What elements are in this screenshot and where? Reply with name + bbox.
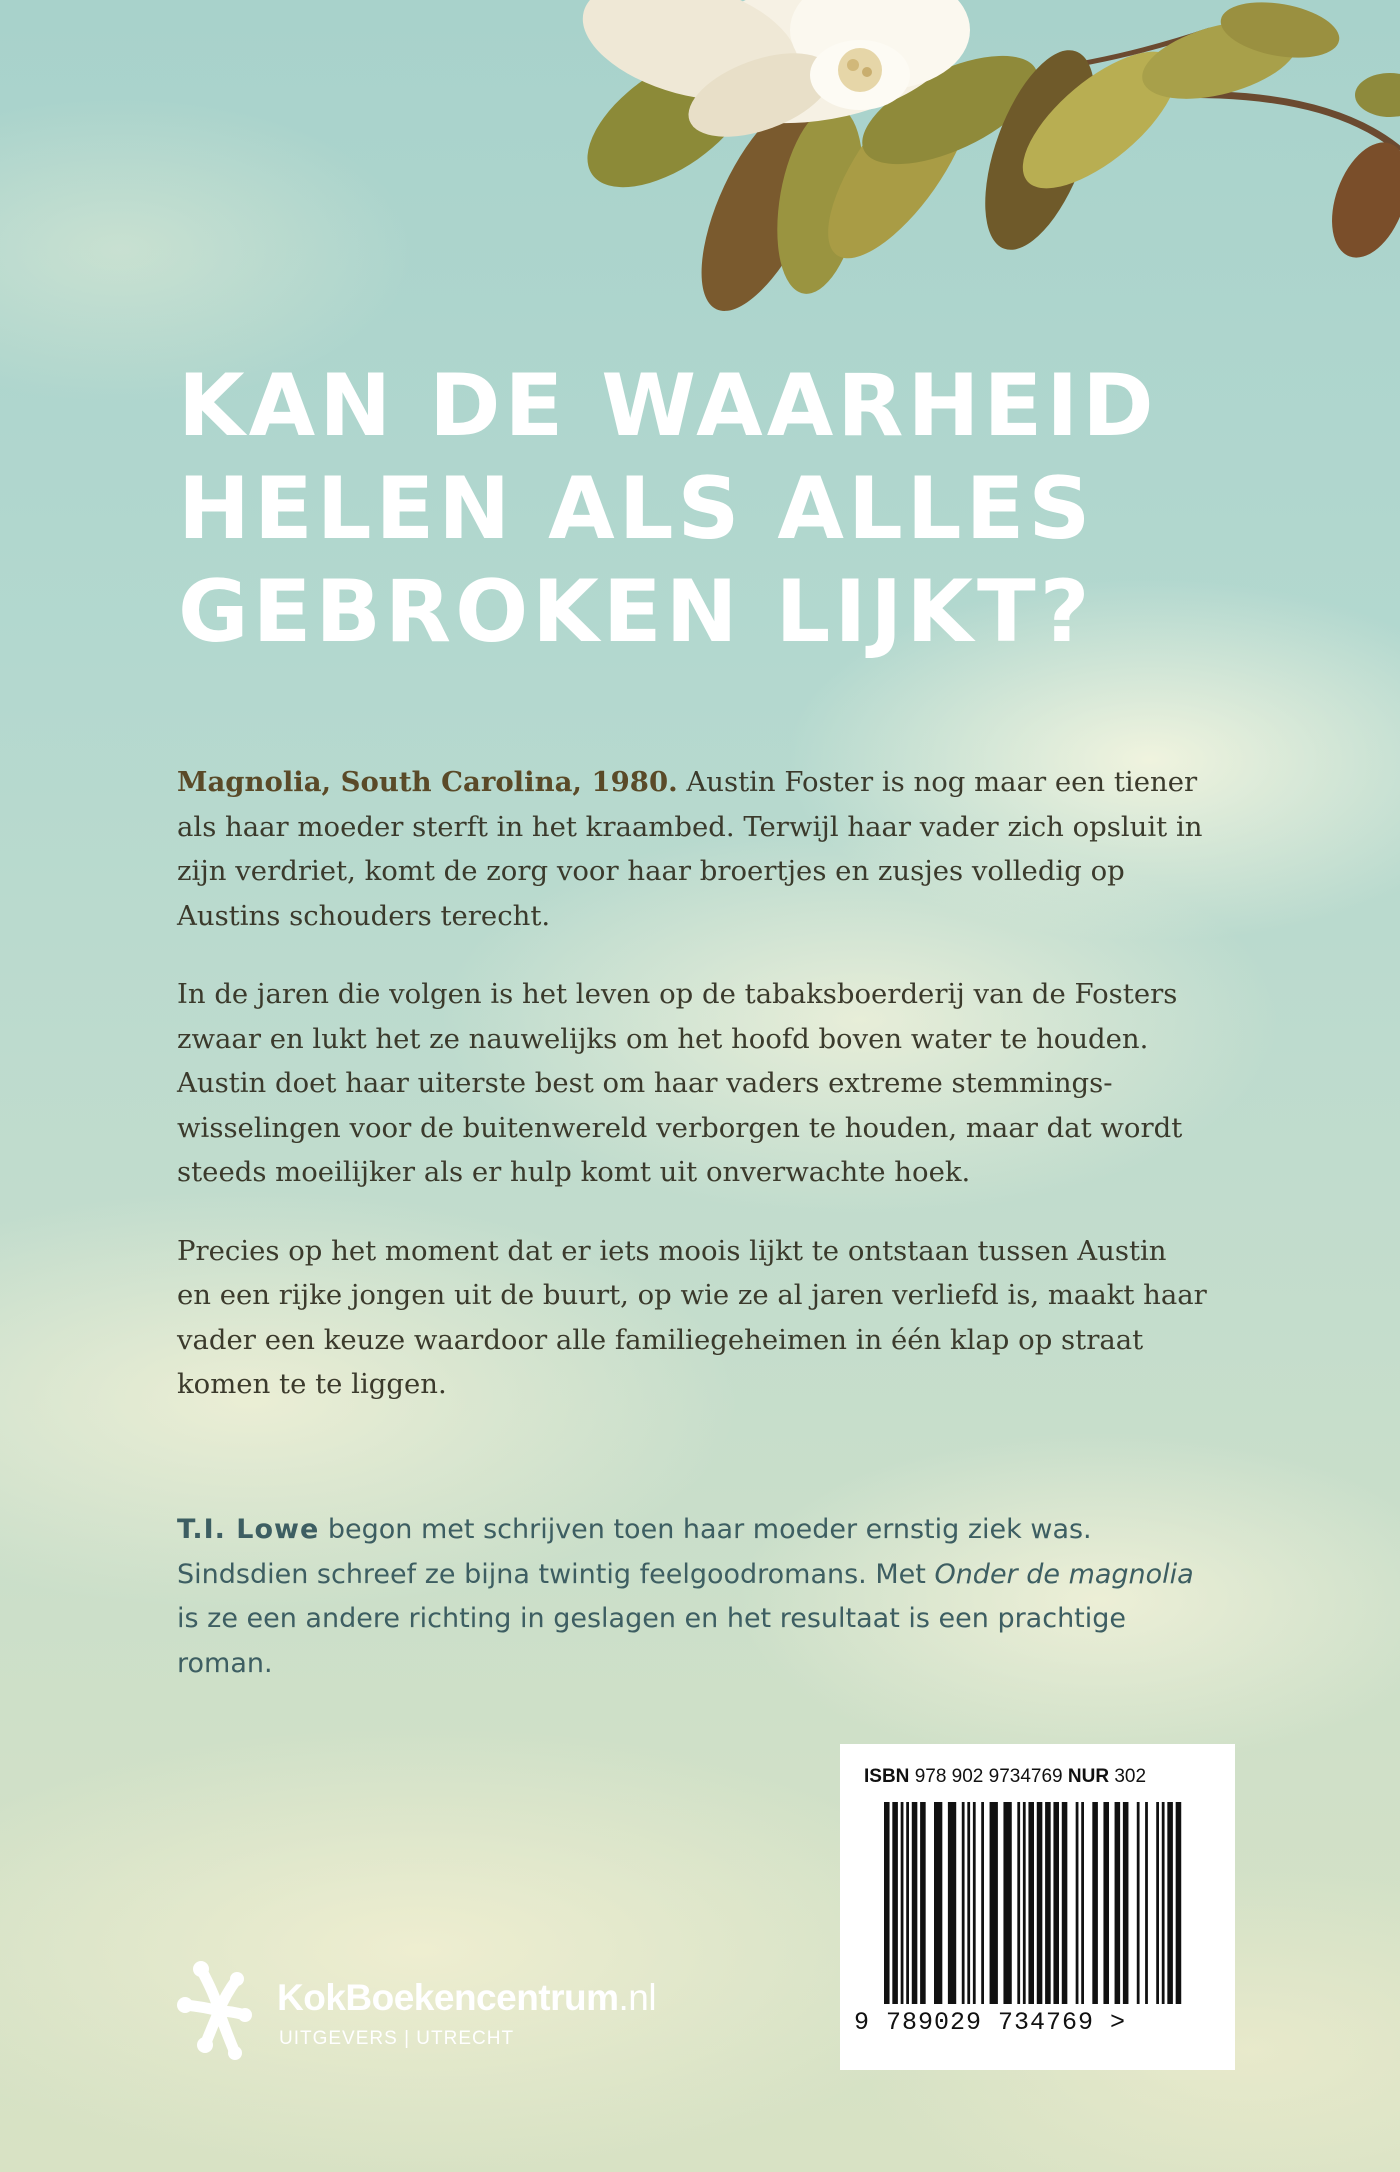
magnolia-branch-illustration: [520, 0, 1400, 330]
blurb-paragraph-2: In de jaren die volgen is het leven op de tabaksboerderij van de Fosters zwaar en lukt het ze nauwelijks om het hoofd boven water te houden. Austin doet haar uiterste best om haar vaders extreme stemmings-wisselingen voor de buitenwereld verborgen te houden, maar dat wordt steeds moeilijker als er hulp komt uit onverwachte hoek.: [177, 978, 1183, 1188]
barcode-box: [840, 1744, 1235, 2070]
barcode-bar: [962, 1802, 965, 2004]
kok-star-icon: [175, 1955, 259, 2065]
barcode-bar: [1023, 1802, 1026, 2004]
barcode-bar: [1176, 1802, 1182, 2004]
barcode-bar: [906, 1802, 909, 2004]
barcode-bar: [920, 1802, 926, 2004]
barcode-bar: [1156, 1802, 1159, 2004]
author-bio-part-2: is ze een andere richting in geslagen en het resultaat is een prachtige roman.: [177, 1603, 1127, 1679]
barcode-bar: [1062, 1802, 1068, 2004]
barcode-bar: [884, 1802, 890, 2004]
barcode-bar: [1081, 1802, 1084, 2004]
isbn-line: [864, 1766, 1146, 1788]
nur-value: 302: [1114, 1766, 1147, 1787]
barcode-bar: [1053, 1802, 1059, 2004]
barcode-bar: [1092, 1802, 1098, 2004]
barcode-bar: [1037, 1802, 1043, 2004]
barcode-digits: 9 789029 734769 >: [854, 2008, 1127, 2037]
barcode-bar: [981, 1802, 984, 2004]
barcode-bar: [1145, 1802, 1148, 2004]
publisher-tld: .nl: [618, 1977, 657, 2018]
blurb-lead-phrase: Magnolia, South Carolina, 1980.: [177, 766, 678, 798]
author-name: T.I. Lowe: [177, 1514, 320, 1545]
author-bio-part-1: begon met schrijven toen haar moeder ernstig ziek was. Sindsdien schreef ze bijna twintig feelgoodromans. Met: [177, 1514, 1092, 1590]
blurb-paragraph-1-text: Austin Foster is nog maar een tiener als haar moeder sterft in het kraambed. Terwijl haar vader zich opsluit in zijn verdriet, komt de zorg voor haar broertjes en zusjes volledig op Austins schouders terecht.: [177, 766, 1203, 932]
barcode-bar: [967, 1802, 970, 2004]
barcode-bar: [1017, 1802, 1020, 2004]
barcode-bar: [901, 1802, 904, 2004]
headline-line-3: GEBROKEN LIJKT?: [178, 562, 1094, 662]
barcode-bar: [948, 1802, 956, 2004]
publisher-logo: [175, 1955, 735, 2075]
barcode-bar: [1003, 1802, 1011, 2004]
barcode-bar: [990, 1802, 998, 2004]
nur-label: NUR: [1067, 1766, 1110, 1787]
author-bio-text: [177, 1508, 1207, 1686]
publisher-name-text: KokBoekencentrum: [277, 1977, 619, 2018]
headline-line-2: HELEN ALS ALLES: [178, 459, 1095, 559]
isbn-label: ISBN: [864, 1766, 910, 1787]
book-title: Onder de magnolia: [934, 1558, 1194, 1590]
publisher-tagline: UITGEVERS | UTRECHT: [279, 2028, 515, 2049]
barcode-bar: [1137, 1802, 1140, 2004]
headline: [178, 355, 1328, 664]
publisher-name: [277, 1977, 656, 2019]
barcode-bar: [973, 1802, 976, 2004]
barcode-bar: [1123, 1802, 1129, 2004]
barcode-bar: [892, 1802, 898, 2004]
barcode-bar: [934, 1802, 942, 2004]
barcode-bar: [1076, 1802, 1079, 2004]
barcode-bar: [1028, 1802, 1034, 2004]
isbn-value: 978 902 9734769: [914, 1766, 1063, 1787]
barcode-bar: [1103, 1802, 1109, 2004]
barcode-bar: [1115, 1802, 1121, 2004]
book-blurb: [177, 760, 1207, 1441]
barcode-bar: [1162, 1802, 1165, 2004]
author-bio: [177, 1508, 1207, 1686]
headline-line-1: KAN DE WAARHEID: [178, 356, 1158, 456]
barcode-bar: [1045, 1802, 1051, 2004]
barcode-bar: [1167, 1802, 1173, 2004]
blurb-paragraph-3: Precies op het moment dat er iets moois lijkt te ontstaan tussen Austin en een rijke jongen uit de buurt, op wie ze al jaren verliefd is, maakt haar vader een keuze waardoor alle familiegeheimen in één klap op straat komen te te liggen.: [177, 1234, 1207, 1400]
barcode-bar: [912, 1802, 918, 2004]
blurb-paragraph-1: [177, 760, 1207, 938]
barcode-image: [884, 1802, 1184, 2004]
